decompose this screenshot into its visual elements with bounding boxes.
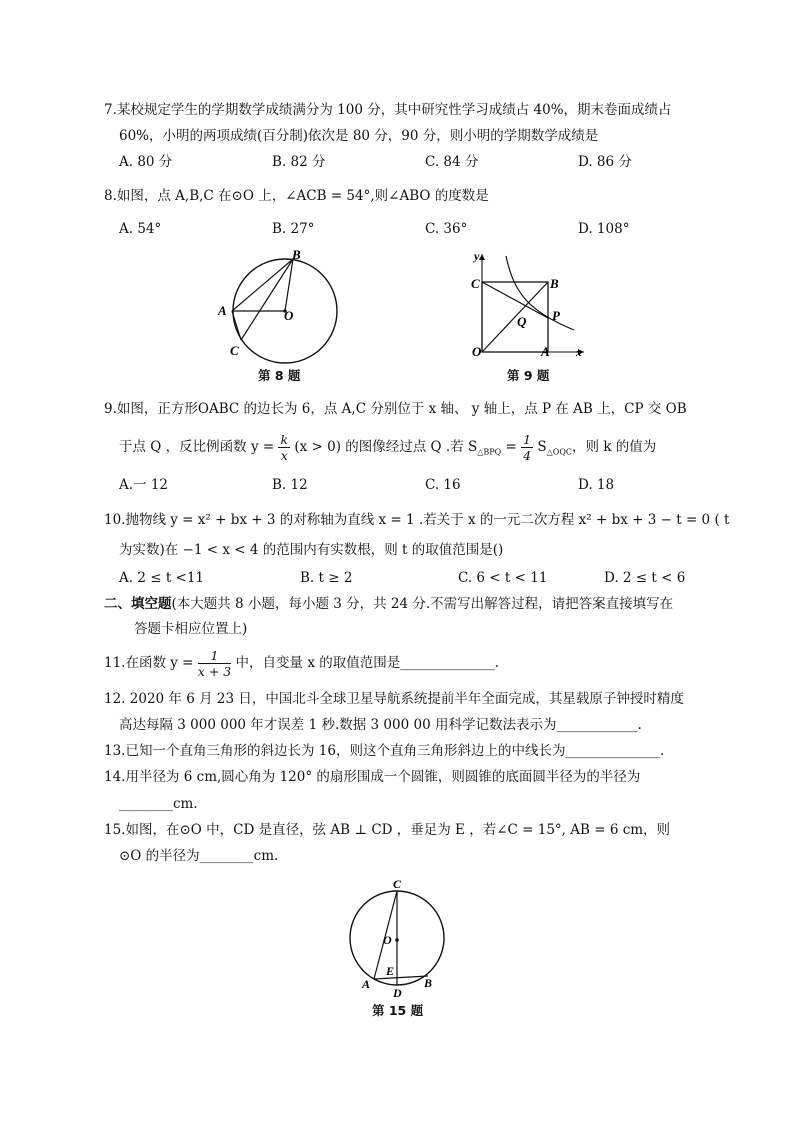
q15-label-d: D <box>393 986 402 1000</box>
section2-title: 二、填空题 <box>104 596 172 612</box>
q11-line <box>104 646 499 680</box>
q7-option-d: D. 86 分 <box>578 154 632 170</box>
q9-diagonal-ob <box>482 282 548 352</box>
q9-label-a: A <box>541 344 550 359</box>
q9-frac2-num: 1 <box>523 432 532 447</box>
q9-label-y: y <box>474 249 480 263</box>
q9-square-figure <box>462 244 592 372</box>
q9-frac1-num: k <box>280 432 289 447</box>
q8-option-c: C. 36° <box>425 221 468 237</box>
q9-line2 <box>119 430 656 470</box>
q12-line2: 高达每隔 3 000 000 年才误差 1 秒.数据 3 000 00 用科学记数法表示为____________. <box>119 717 642 733</box>
q12-line1: 12. 2020 年 6 月 23 日，中国北斗全球卫星导航系统提前半年全面完成，其星载原子钟授时精度 <box>104 691 684 707</box>
q10-option-d: D. 2 ≤ t < 6 <box>604 570 686 586</box>
q15-circle-figure <box>340 876 456 1000</box>
q9-seg-cp <box>482 282 548 318</box>
q10-option-c: C. 6 < t < 11 <box>458 570 548 586</box>
q15-line2: ⊙O 的半径为________cm. <box>119 848 279 864</box>
q11-end: . <box>494 655 500 671</box>
q9-line2-e: ，则 k 的值为 <box>572 439 657 455</box>
q15-label-c: C <box>393 877 402 891</box>
q9-option-d: D. 18 <box>578 477 615 493</box>
section2-line2: 答题卡相应位置上) <box>134 621 248 637</box>
q7-option-a: A. 80 分 <box>119 154 173 170</box>
q9-y-arrow <box>479 254 485 260</box>
q8-label-b: B <box>292 247 301 262</box>
q8-option-b: B. 27° <box>272 221 315 237</box>
q9-label-q: Q <box>517 314 527 329</box>
q14-line1: 14.用半径为 6 cm,圆心角为 120° 的扇形围成一个圆锥，则圆锥的底面圆半径为的半径为 <box>104 769 641 785</box>
q9-figure-caption: 第 9 题 <box>507 368 550 383</box>
q11-frac-num: 1 <box>198 648 231 664</box>
q10-option-b: B. t ≥ 2 <box>300 570 353 586</box>
q11-frac-den: x + 3 <box>197 664 232 679</box>
q8-seg-ba <box>232 259 293 311</box>
q9-label-c: C <box>471 276 480 291</box>
q15-label-o: O <box>383 933 392 947</box>
q13-text: 13.已知一个直角三角形的斜边长为 16，则这个直角三角形斜边上的中线长为______________. <box>104 743 665 759</box>
q9-option-a: A.一 12 <box>119 477 169 493</box>
q11-fraction <box>198 648 231 679</box>
q9-frac1-den: x <box>280 448 288 463</box>
q8-seg-bo <box>285 259 293 311</box>
q8-label-o: O <box>284 308 294 323</box>
q9-line2-b: (x > 0) 的图像经过点 Q .若 S <box>294 439 478 455</box>
q8-option-d: D. 108° <box>578 221 630 237</box>
q9-fraction-one-quarter <box>521 432 533 463</box>
q15-figure-caption: 第 15 题 <box>372 1003 424 1018</box>
q15-center-dot <box>395 938 399 942</box>
q8-circle-figure <box>210 245 340 375</box>
q7-option-b: B. 82 分 <box>272 154 326 170</box>
q9-sub1: △BPQ <box>477 447 502 457</box>
q14-line2: ________cm. <box>119 796 198 812</box>
q9-frac2-den: 4 <box>523 448 532 463</box>
q9-label-p: P <box>552 308 560 323</box>
q7-line2: 60%，小明的两项成绩(百分制)依次是 80 分，90 分，则小明的学期数学成绩是 <box>119 128 599 144</box>
q10-option-a: A. 2 ≤ t <11 <box>119 570 205 586</box>
q9-label-x: x <box>576 347 582 359</box>
q8-figure-caption: 第 8 题 <box>258 368 301 383</box>
q8-seg-bc <box>241 259 293 340</box>
q8-label-c: C <box>230 343 239 358</box>
q9-label-o: O <box>472 344 482 359</box>
section2-line1-rest: (本大题共 8 小题，每小题 3 分，共 24 分.不需写出解答过程，请把答案直接填写在 <box>171 596 674 612</box>
q10-line1: 10.抛物线 y = x² + bx + 3 的对称轴为直线 x = 1 .若关于 x 的一元二次方程 x² + bx + 3 − t = 0 ( t <box>104 512 730 528</box>
q8-label-a: A <box>218 303 227 318</box>
q8-text: 8.如图，点 A,B,C 在⊙O 上，∠ACB = 54°,则∠ABO 的度数是 <box>104 188 489 204</box>
q9-line2-c: = <box>505 439 517 455</box>
q8-seg-ac <box>232 311 241 340</box>
q7-line1: 7.某校规定学生的学期数学成绩满分为 100 分，其中研究性学习成绩占 40%，期末卷面成绩占 <box>104 102 672 118</box>
q9-option-b: B. 12 <box>272 477 308 493</box>
q9-line2-d: S <box>537 439 547 455</box>
q11-post: 中，自变量 x 的取值范围是 <box>235 655 401 671</box>
q15-line1: 15.如图，在⊙O 中，CD 是直径，弦 AB ⊥ CD ，垂足为 E ，若∠C = 15°, AB = 6 cm，则 <box>104 822 671 838</box>
q10-line2: 为实数)在 −1 < x < 4 的范围内有实数根，则 t 的取值范围是() <box>119 542 504 558</box>
q15-label-e: E <box>386 964 395 978</box>
section2-line1 <box>104 595 673 613</box>
q9-option-c: C. 16 <box>425 477 461 493</box>
q11-pre: 11.在函数 y = <box>104 655 194 671</box>
q9-line1: 9.如图，正方形OABC 的边长为 6，点 A,C 分别位于 x 轴、 y 轴上，点 P 在 AB 上，CP 交 OB <box>104 401 687 417</box>
q9-fraction-k-over-x <box>278 432 290 463</box>
q9-label-b: B <box>550 276 559 291</box>
q15-label-a: A <box>362 977 371 991</box>
q9-line2-a: 于点 Q ，反比例函数 y = <box>119 439 275 455</box>
q11-blank: ______________ <box>400 655 495 671</box>
q15-label-b: B <box>424 976 433 990</box>
q7-option-c: C. 84 分 <box>425 154 479 170</box>
q9-sub2: △OQC <box>546 447 573 457</box>
q8-option-a: A. 54° <box>119 221 162 237</box>
